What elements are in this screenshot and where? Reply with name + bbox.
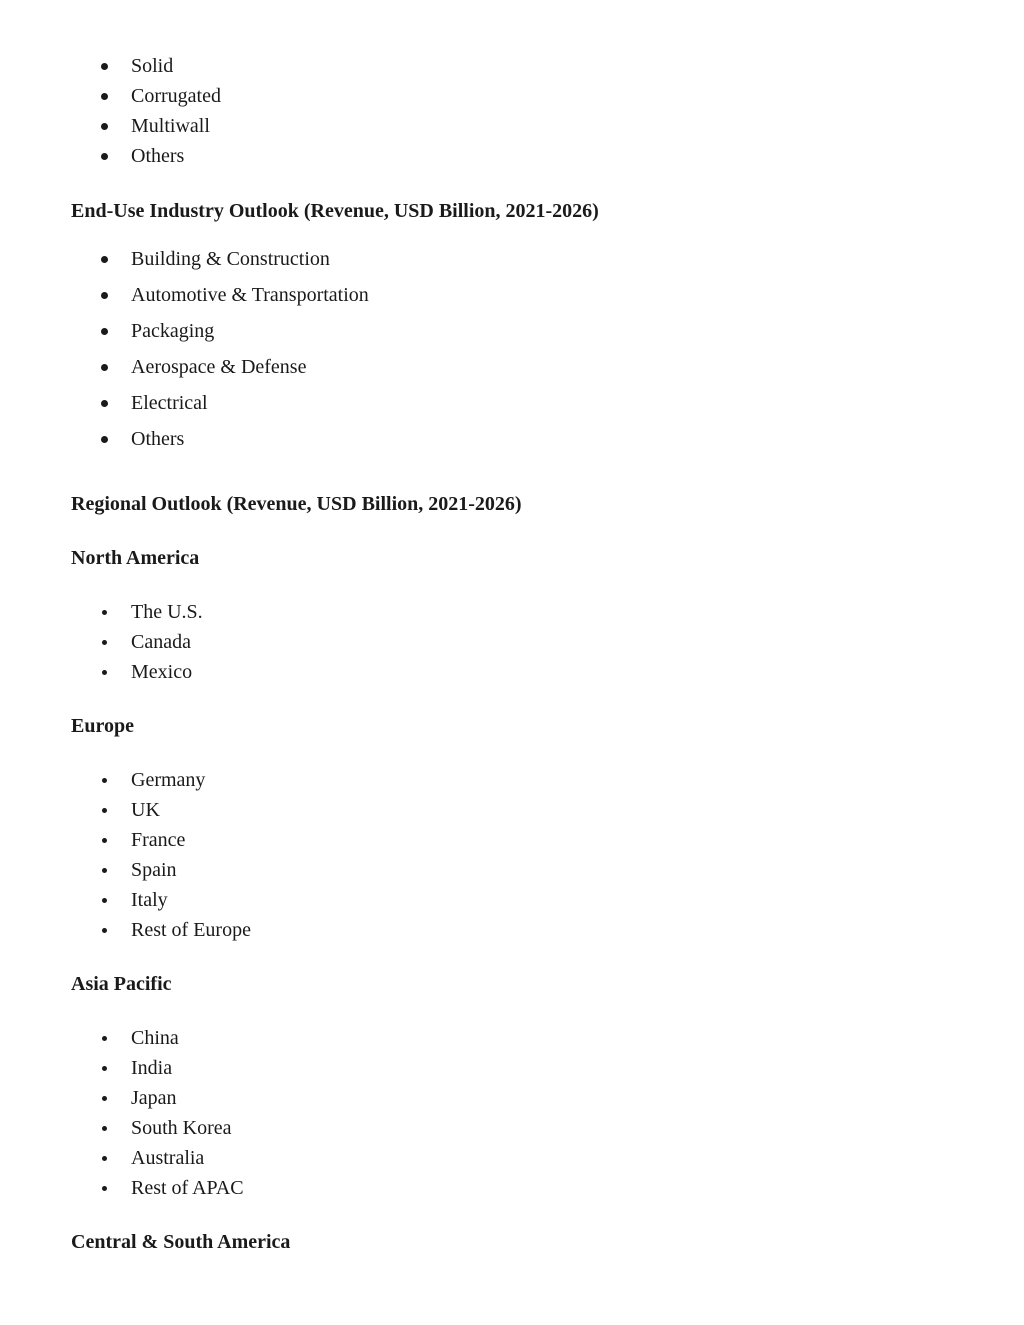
list-item [0, 385, 369, 421]
list-item [0, 421, 369, 457]
list-item [0, 855, 251, 885]
list-item-text: Rest of APAC [131, 1177, 244, 1199]
bullet-icon [102, 1096, 107, 1101]
europe-heading: Europe [71, 715, 134, 737]
north-america-heading: North America [71, 547, 200, 569]
list-item-text: Building & Construction [131, 248, 330, 270]
bullet-icon [102, 928, 107, 933]
list-item [0, 313, 369, 349]
list-item [0, 111, 221, 141]
bullet-icon [102, 808, 107, 813]
list-item [0, 597, 203, 627]
list-item-text: Japan [131, 1087, 177, 1109]
list-item [0, 627, 203, 657]
bullet-icon [102, 1126, 107, 1131]
list-item [0, 349, 369, 385]
bullet-icon [102, 670, 107, 675]
bullet-icon [101, 436, 108, 443]
list-item-text: Others [131, 428, 185, 450]
bullet-icon [101, 93, 108, 100]
list-item [0, 885, 251, 915]
list-item [0, 241, 369, 277]
list-item-text: Australia [131, 1147, 205, 1169]
product-type-list [0, 51, 221, 171]
list-item [0, 277, 369, 313]
list-item-text: Automotive & Transportation [131, 284, 369, 306]
list-item-text: Spain [131, 859, 177, 881]
regional-heading: Regional Outlook (Revenue, USD Billion, 2021-2026) [71, 493, 522, 515]
list-item [0, 1083, 244, 1113]
list-item [0, 51, 221, 81]
bullet-icon [102, 610, 107, 615]
list-item-text: UK [131, 799, 160, 821]
bullet-icon [102, 1036, 107, 1041]
list-item [0, 1023, 244, 1053]
list-item [0, 1143, 244, 1173]
bullet-icon [101, 256, 108, 263]
bullet-icon [102, 1156, 107, 1161]
list-item [0, 765, 251, 795]
bullet-icon [101, 292, 108, 299]
bullet-icon [101, 123, 108, 130]
bullet-icon [101, 400, 108, 407]
list-item-text: Packaging [131, 320, 215, 342]
bullet-icon [102, 1186, 107, 1191]
list-item-text: France [131, 829, 186, 851]
list-item [0, 1053, 244, 1083]
list-item [0, 141, 221, 171]
bullet-icon [101, 364, 108, 371]
list-item [0, 657, 203, 687]
list-item [0, 1113, 244, 1143]
bullet-icon [102, 838, 107, 843]
list-item-text: Mexico [131, 661, 193, 683]
list-item-text: Rest of Europe [131, 919, 251, 941]
bullet-icon [102, 1066, 107, 1071]
list-item-text: India [131, 1057, 173, 1079]
bullet-icon [102, 778, 107, 783]
list-item-text: Electrical [131, 392, 208, 414]
list-item-text: South Korea [131, 1117, 232, 1139]
europe-list [0, 765, 251, 945]
bullet-icon [101, 153, 108, 160]
list-item-text: Italy [131, 889, 168, 911]
north-america-list [0, 597, 203, 687]
asia-pacific-list [0, 1023, 244, 1203]
list-item-text: Multiwall [131, 115, 210, 137]
end-use-list [0, 241, 369, 457]
asia-pacific-heading: Asia Pacific [71, 973, 172, 995]
end-use-heading: End-Use Industry Outlook (Revenue, USD Billion, 2021-2026) [71, 200, 599, 222]
bullet-icon [102, 898, 107, 903]
list-item-text: Canada [131, 631, 191, 653]
list-item-text: Germany [131, 769, 206, 791]
list-item-text: Corrugated [131, 85, 221, 107]
central-south-america-heading: Central & South America [71, 1231, 291, 1253]
bullet-icon [101, 63, 108, 70]
list-item [0, 825, 251, 855]
bullet-icon [102, 640, 107, 645]
list-item-text: The U.S. [131, 601, 203, 623]
list-item-text: Solid [131, 55, 174, 77]
list-item-text: China [131, 1027, 179, 1049]
list-item [0, 1173, 244, 1203]
list-item [0, 795, 251, 825]
list-item-text: Aerospace & Defense [131, 356, 307, 378]
list-item-text: Others [131, 145, 185, 167]
bullet-icon [102, 868, 107, 873]
list-item [0, 915, 251, 945]
list-item [0, 81, 221, 111]
bullet-icon [101, 328, 108, 335]
